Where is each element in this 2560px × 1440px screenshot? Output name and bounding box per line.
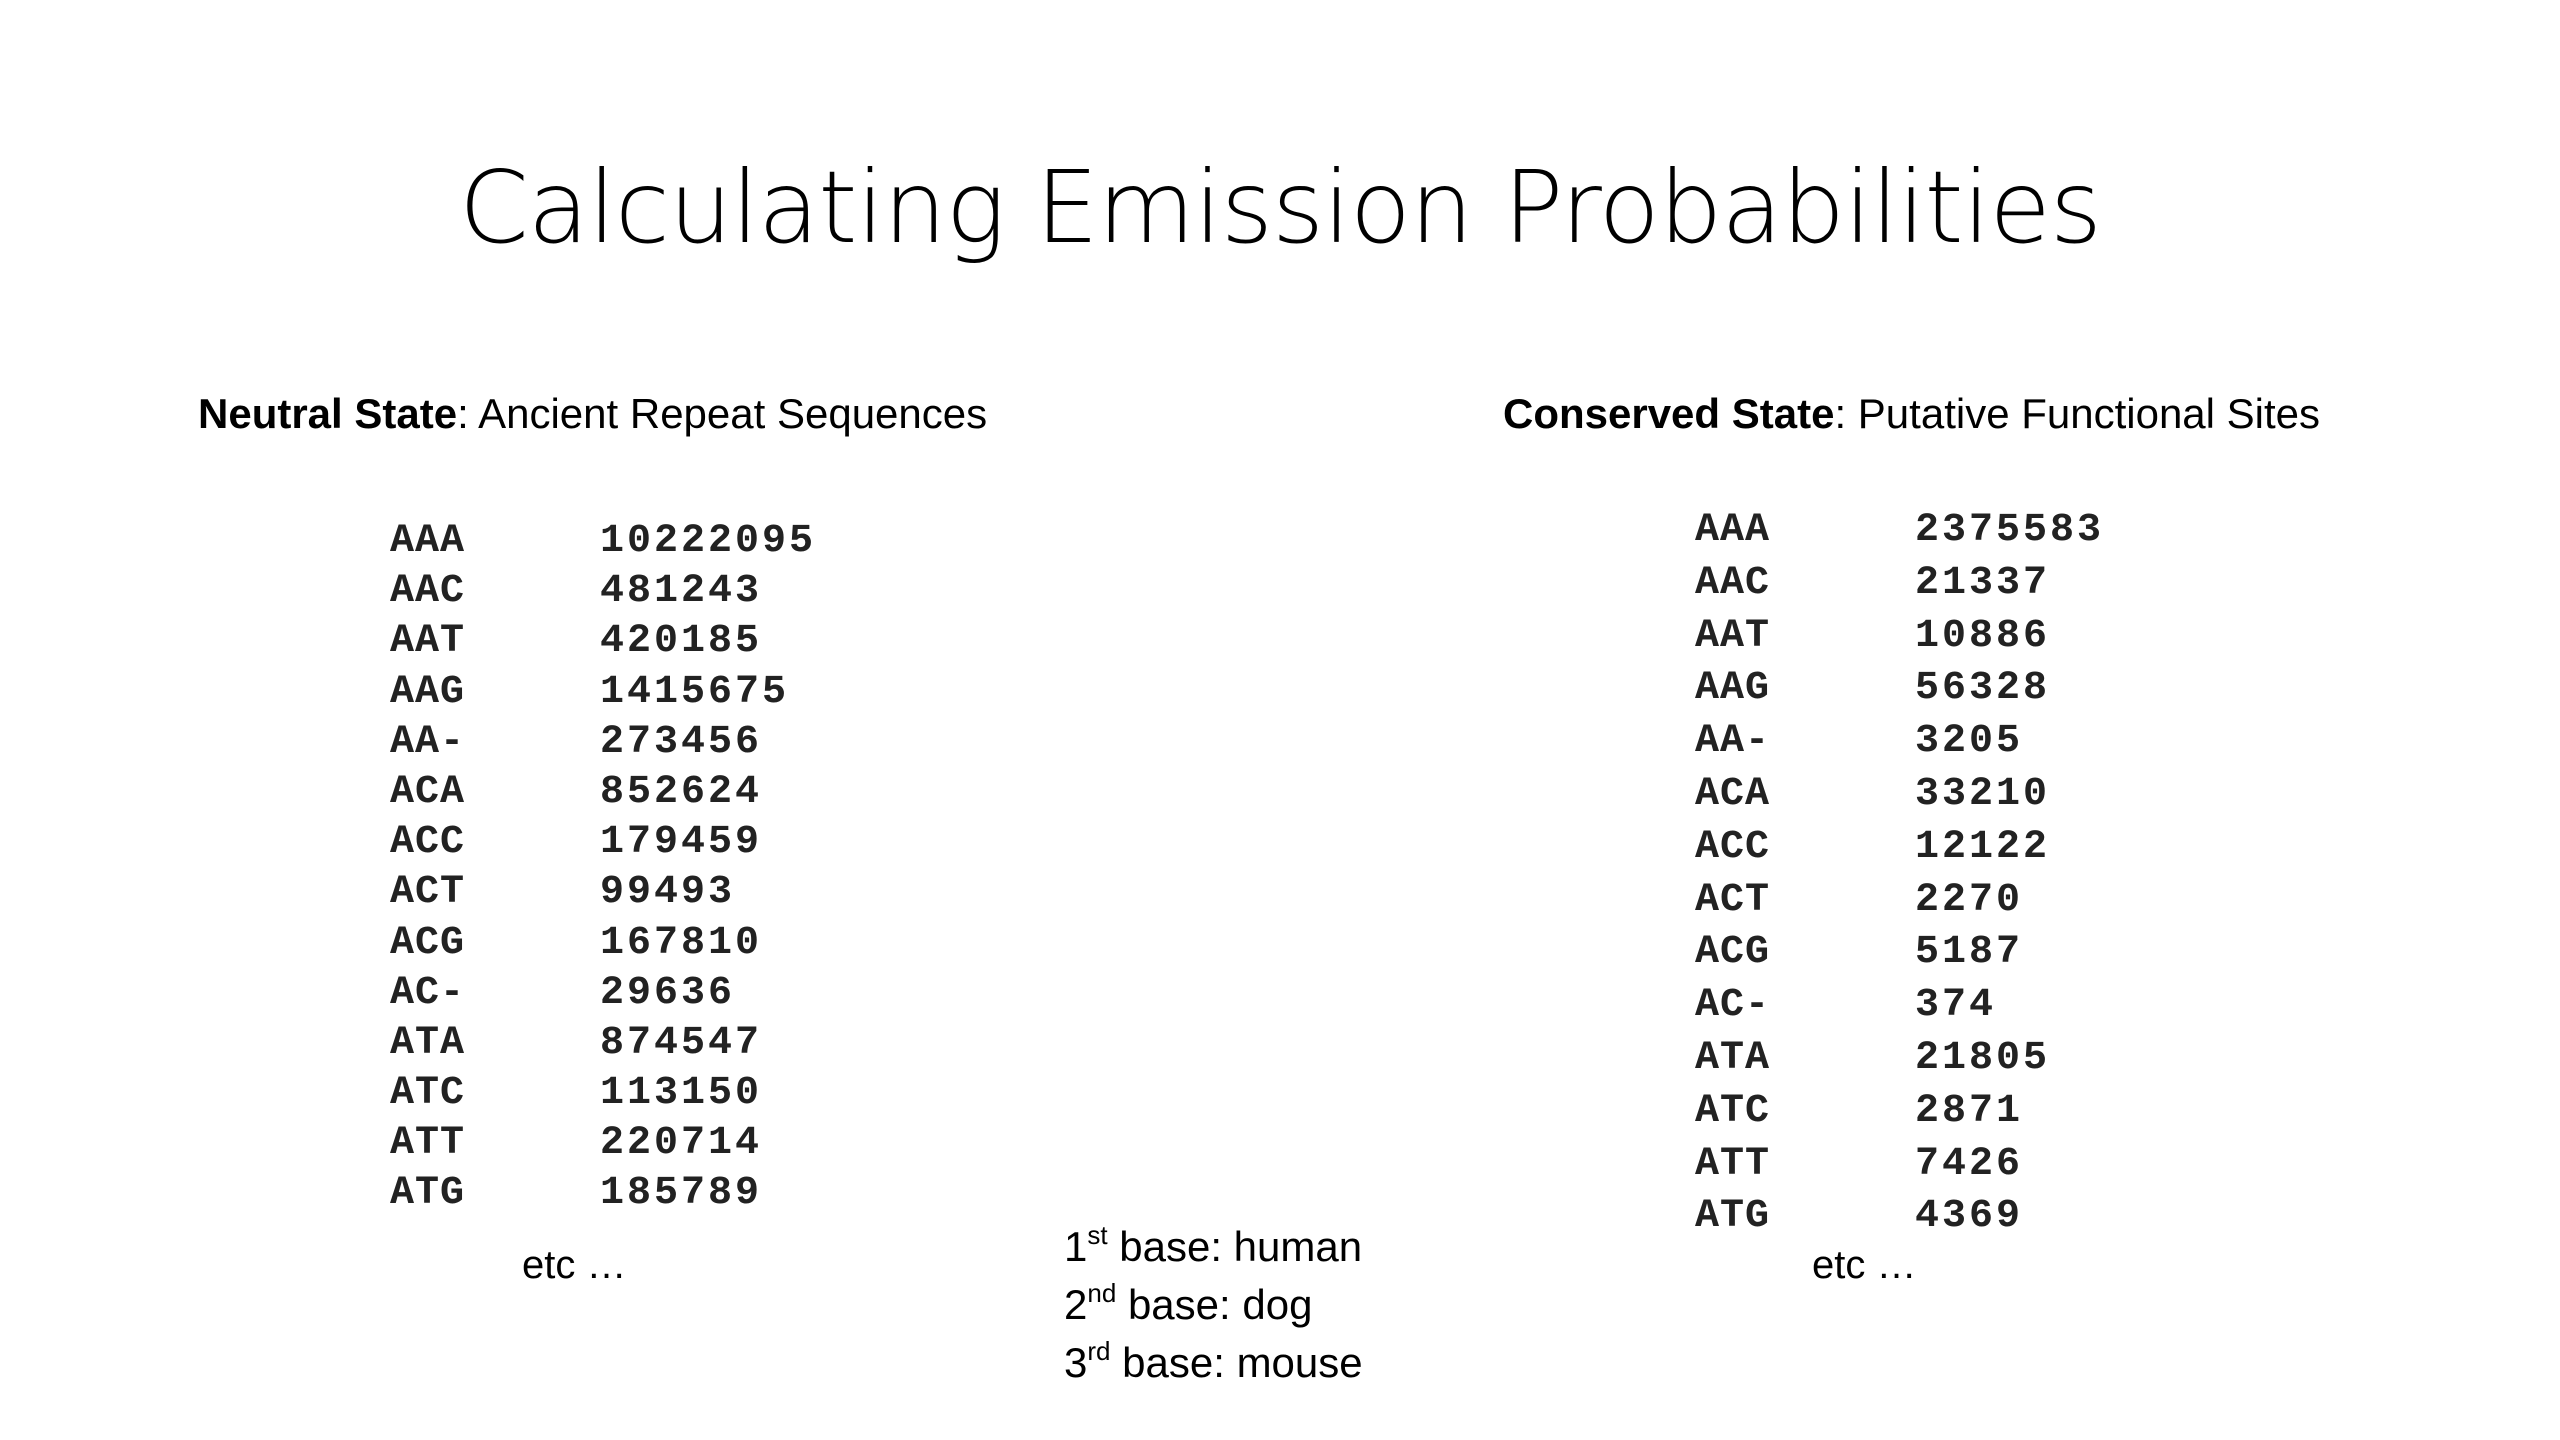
codon-cell: AC- xyxy=(390,970,466,1016)
count-cell: 179459 xyxy=(600,820,763,866)
count-cell: 10222095 xyxy=(600,519,817,564)
codon-cell: AC- xyxy=(1695,983,1771,1029)
codon-cell: AAA xyxy=(1695,508,1771,553)
table-row xyxy=(390,567,890,617)
conserved-state-label: Conserved State xyxy=(1503,390,1835,437)
neutral-state-description: : Ancient Repeat Sequences xyxy=(457,390,988,437)
codon-cell: ACA xyxy=(1695,771,1771,817)
codon-cell: AAT xyxy=(390,619,466,665)
codon-cell: ATT xyxy=(1695,1141,1771,1187)
count-cell: 2871 xyxy=(1915,1088,2024,1134)
codon-cell: AAC xyxy=(390,569,466,615)
slide-title: Calculating Emission Probabilities xyxy=(458,149,2102,266)
codon-cell: AAT xyxy=(1695,613,1771,659)
count-cell: 374 xyxy=(1915,983,1997,1029)
table-row xyxy=(1695,875,2195,928)
legend-line-mouse xyxy=(1064,1334,1363,1392)
legend-line-human xyxy=(1064,1218,1363,1276)
table-row xyxy=(390,768,890,818)
table-row xyxy=(390,919,890,969)
codon-cell: ACT xyxy=(1695,877,1771,923)
legend-ordinal: 3 xyxy=(1064,1339,1088,1386)
count-cell: 99493 xyxy=(600,870,736,916)
table-row xyxy=(390,868,890,918)
count-cell: 56328 xyxy=(1915,666,2051,712)
codon-cell: ACC xyxy=(390,820,466,866)
conserved-state-heading xyxy=(1503,386,2320,442)
legend-ordinal: 2 xyxy=(1064,1281,1088,1328)
table-row xyxy=(390,668,890,718)
legend-ordinal-suffix: nd xyxy=(1087,1278,1117,1308)
legend-text: base: dog xyxy=(1116,1281,1313,1328)
table-row xyxy=(1695,822,2195,875)
codon-cell: AAG xyxy=(1695,666,1771,712)
count-cell: 10886 xyxy=(1915,613,2051,659)
count-cell: 220714 xyxy=(600,1121,763,1167)
table-row xyxy=(390,718,890,768)
codon-cell: ATG xyxy=(1695,1194,1771,1240)
table-row xyxy=(1695,1033,2195,1086)
count-cell: 420185 xyxy=(600,619,763,665)
table-row xyxy=(1695,1086,2195,1139)
codon-cell: ATC xyxy=(390,1071,466,1117)
table-row xyxy=(390,1169,890,1219)
codon-cell: ATA xyxy=(390,1020,466,1066)
table-row xyxy=(1695,769,2195,822)
table-row xyxy=(390,517,890,567)
table-row xyxy=(390,1069,890,1119)
count-cell: 852624 xyxy=(600,769,763,815)
table-row xyxy=(1695,505,2195,558)
table-row xyxy=(1695,927,2195,980)
table-row xyxy=(390,1019,890,1069)
codon-cell: ACC xyxy=(1695,824,1771,870)
codon-cell: AA- xyxy=(1695,719,1771,765)
codon-cell: ATT xyxy=(390,1121,466,1167)
table-row xyxy=(390,617,890,667)
neutral-state-heading xyxy=(198,386,987,442)
neutral-etc-note: etc … xyxy=(522,1243,627,1287)
count-cell: 2375583 xyxy=(1915,508,2105,553)
table-row xyxy=(1695,558,2195,611)
legend-line-dog xyxy=(1064,1276,1363,1334)
table-row xyxy=(1695,980,2195,1033)
count-cell: 7426 xyxy=(1915,1141,2024,1187)
codon-cell: ACG xyxy=(1695,930,1771,976)
count-cell: 1415675 xyxy=(600,669,790,715)
neutral-state-label: Neutral State xyxy=(198,390,458,437)
count-cell: 12122 xyxy=(1915,824,2051,870)
legend-text: base: mouse xyxy=(1110,1339,1363,1386)
count-cell: 481243 xyxy=(600,569,763,615)
base-legend xyxy=(1064,1218,1363,1392)
count-cell: 113150 xyxy=(600,1071,763,1117)
table-row xyxy=(390,818,890,868)
table-row xyxy=(1695,663,2195,716)
codon-cell: AAA xyxy=(390,519,466,564)
count-cell: 2270 xyxy=(1915,877,2024,923)
count-cell: 167810 xyxy=(600,920,763,966)
table-row xyxy=(1695,716,2195,769)
count-cell: 21337 xyxy=(1915,560,2051,606)
neutral-codon-table xyxy=(390,517,890,1220)
legend-ordinal: 1 xyxy=(1064,1223,1088,1270)
count-cell: 29636 xyxy=(600,970,736,1016)
conserved-state-description: : Putative Functional Sites xyxy=(1834,390,2321,437)
codon-cell: ACG xyxy=(390,920,466,966)
codon-cell: ATA xyxy=(1695,1035,1771,1081)
table-row xyxy=(1695,1139,2195,1192)
table-row xyxy=(1695,611,2195,664)
codon-cell: ATG xyxy=(390,1171,466,1217)
count-cell: 21805 xyxy=(1915,1035,2051,1081)
table-row xyxy=(1695,1191,2195,1244)
conserved-etc-note: etc … xyxy=(1812,1243,1917,1287)
count-cell: 5187 xyxy=(1915,930,2024,976)
legend-ordinal-suffix: rd xyxy=(1087,1336,1111,1366)
legend-text: base: human xyxy=(1107,1223,1363,1270)
count-cell: 185789 xyxy=(600,1171,763,1217)
codon-cell: AA- xyxy=(390,719,466,765)
count-cell: 874547 xyxy=(600,1020,763,1066)
count-cell: 4369 xyxy=(1915,1194,2024,1240)
codon-cell: ATC xyxy=(1695,1088,1771,1134)
codon-cell: AAC xyxy=(1695,560,1771,606)
codon-cell: ACT xyxy=(390,870,466,916)
table-row xyxy=(390,1119,890,1169)
count-cell: 33210 xyxy=(1915,771,2051,817)
table-row xyxy=(390,969,890,1019)
count-cell: 3205 xyxy=(1915,719,2024,765)
legend-ordinal-suffix: st xyxy=(1087,1220,1108,1250)
count-cell: 273456 xyxy=(600,719,763,765)
codon-cell: AAG xyxy=(390,669,466,715)
conserved-codon-table xyxy=(1695,505,2195,1244)
codon-cell: ACA xyxy=(390,769,466,815)
